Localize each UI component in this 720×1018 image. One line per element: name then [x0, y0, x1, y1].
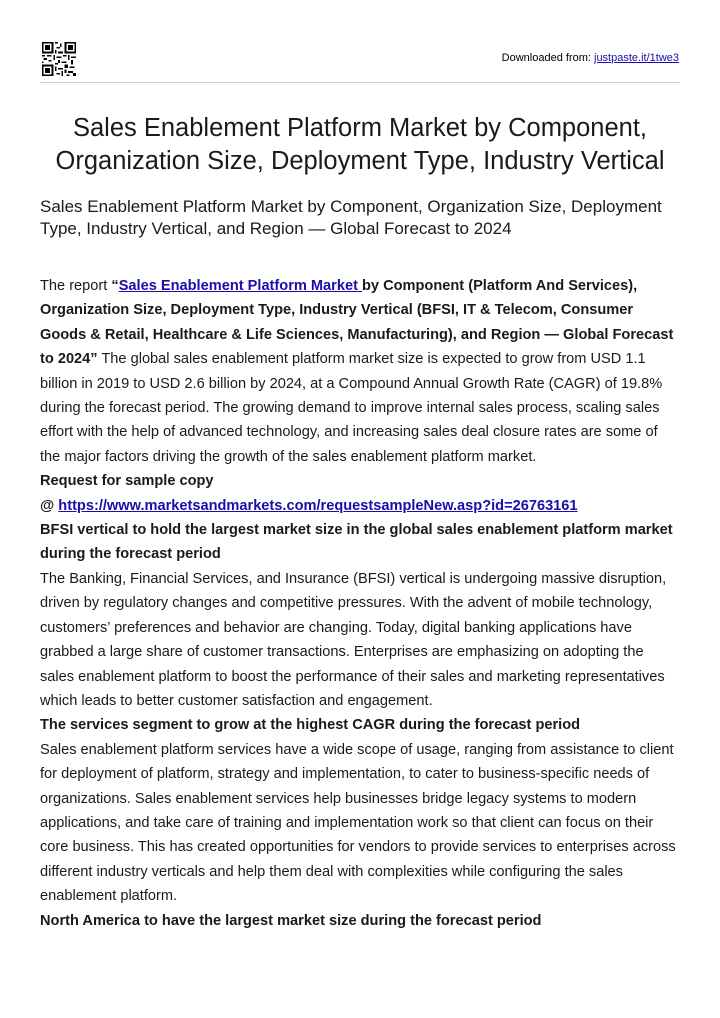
page-subtitle: Sales Enablement Platform Market by Component, Organization Size, Deployment Type, Industry Vertical, and Region — Global Forecast to 2024	[40, 197, 662, 238]
section-heading-text: North America to have the largest market size during the forecast period	[40, 912, 542, 929]
article-body	[40, 274, 680, 933]
section-heading	[40, 713, 680, 737]
download-source-link[interactable]: justpaste.it/1twe3	[594, 52, 679, 64]
sample-link[interactable]: https://www.marketsandmarkets.com/requestsampleNew.asp?id=26763161	[58, 497, 578, 514]
header-divider	[40, 82, 680, 83]
sample-heading	[40, 469, 680, 493]
section-heading	[40, 909, 680, 933]
section-body: The Banking, Financial Services, and Insurance (BFSI) vertical is undergoing massive disruption, driven by regulatory changes and competitive pressures. With the advent of mobile technology, customers’ preferences and behavior are changing. Today, digital banking applications have grabbed a large share of customer transactions. Enterprises are emphasizing on adopting the sales enablement platform to boost the performance of their sales and marketing representatives which leads to better customer satisfaction and engagement.	[40, 570, 667, 709]
download-source	[502, 52, 679, 64]
section-heading-text: The services segment to grow at the highest CAGR during the forecast period	[40, 717, 581, 734]
report-title: by Component (Platform And Services), Organization Size, Deployment Type, Industry Vertical (BFSI, IT & Telecom, Consumer Goods & Retail, Healthcare & Life Sciences, Manufacturing), and Region — Global Forecast to 2024”	[40, 278, 674, 368]
intro-body: The global sales enablement platform market size is expected to grow from USD 1.1 billion in 2019 to USD 2.6 billion by 2024, at a Compound Annual Growth Rate (CAGR) of 19.8% during the forecast period. The growing demand to improve internal sales process, scaling sales effort with the help of advanced technology, and increasing sales deal closure rates are some of the major factors driving the growth of the sales enablement platform market.	[40, 351, 663, 465]
sample-heading-text: Request for sample copy	[40, 473, 214, 490]
section-heading-text: BFSI vertical to hold the largest market size in the global sales enablement platform market during the forecast period	[40, 522, 673, 563]
section-heading	[40, 518, 680, 567]
sample-at: @	[40, 497, 59, 514]
intro-open-quote: “	[111, 278, 119, 294]
section-body: Sales enablement platform services have a wide scope of usage, ranging from assistance to client for deployment of platform, strategy and implementation, to cater to business-specific needs of organizations. Sales enablement services help businesses bridge legacy systems to modern applications, and take care of training and implementation work so that client can focus on their core business. This has created opportunities for vendors to provide services to enterprises across different industry verticals and help them deal with complexities while configuring the sales enablement platform.	[40, 741, 676, 905]
intro-paragraph	[40, 274, 680, 469]
page-title: Sales Enablement Platform Market by Component, Organization Size, Deployment Type, Industry Vertical	[55, 114, 665, 175]
qr-code-icon	[42, 42, 76, 76]
report-link[interactable]: Sales Enablement Platform Market	[118, 278, 362, 294]
intro-lead: The report	[40, 278, 112, 294]
download-source-label: Downloaded from:	[501, 52, 591, 64]
sample-link-line	[40, 494, 680, 518]
